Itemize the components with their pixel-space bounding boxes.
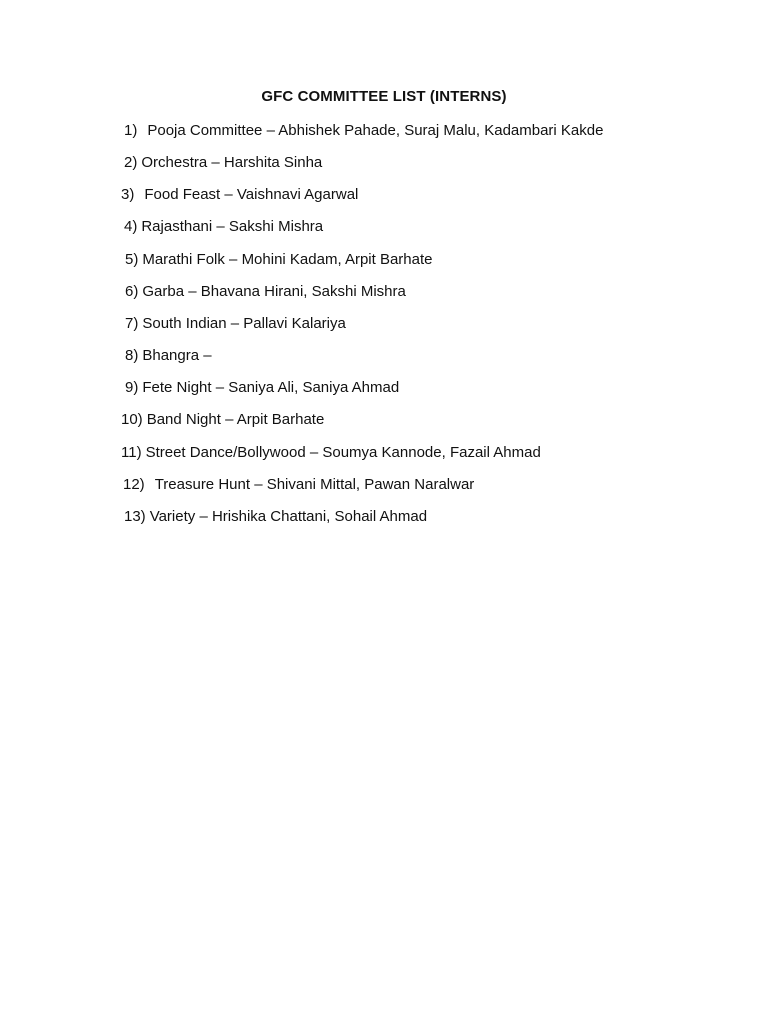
committee-name: Garba — [142, 283, 185, 300]
committee-members: Mohini Kadam, Arpit Barhate — [241, 251, 433, 268]
committee-members: Pallavi Kalariya — [243, 315, 346, 332]
separator-dash: – — [254, 476, 263, 493]
item-number: 7) — [125, 315, 139, 332]
item-number: 4) — [124, 218, 138, 235]
committee-name: Fete Night — [142, 379, 212, 396]
committee-members: Abhishek Pahade, Suraj Malu, Kadambari Kakde — [278, 122, 604, 139]
list-item — [121, 443, 541, 463]
committee-name: Orchestra — [141, 154, 208, 171]
committee-name: Street Dance/Bollywood — [145, 444, 306, 461]
committee-name: Bhangra — [142, 347, 200, 364]
committee-members: Shivani Mittal, Pawan Naralwar — [266, 476, 475, 493]
list-item — [123, 475, 474, 495]
committee-name: Marathi Folk — [142, 251, 225, 268]
committee-members: Arpit Barhate — [236, 411, 325, 428]
item-number: 12) — [123, 476, 145, 493]
page-title: GFC COMMITTEE LIST (INTERNS) — [261, 88, 507, 105]
committee-members: Hrishika Chattani, Sohail Ahmad — [211, 508, 428, 525]
committee-members: Vaishnavi Agarwal — [236, 186, 359, 203]
committee-members: Harshita Sinha — [223, 154, 323, 171]
item-number: 1) — [124, 122, 138, 139]
separator-dash: – — [215, 379, 225, 396]
committee-name: Rajasthani — [141, 218, 213, 235]
committee-members: Soumya Kannode, Fazail Ahmad — [322, 444, 541, 461]
item-number: 11) — [121, 444, 142, 461]
list-item — [124, 153, 322, 173]
list-item — [125, 250, 433, 270]
separator-dash: – — [309, 444, 319, 461]
committee-name: Variety — [149, 508, 196, 525]
separator-dash: – — [203, 347, 212, 364]
list-item — [124, 217, 323, 237]
list-item — [125, 378, 399, 398]
separator-dash: – — [266, 122, 275, 139]
committee-members: Sakshi Mishra — [228, 218, 324, 235]
list-item — [125, 314, 346, 334]
item-number: 10) — [121, 411, 143, 428]
separator-dash: – — [229, 251, 238, 268]
list-item — [125, 282, 406, 302]
item-number: 2) — [124, 154, 138, 171]
separator-dash: – — [224, 186, 233, 203]
item-number: 6) — [125, 283, 139, 300]
separator-dash: – — [199, 508, 208, 525]
committee-name: Band Night — [146, 411, 221, 428]
committee-members: Saniya Ali, Saniya Ahmad — [228, 379, 400, 396]
committee-name: Pooja Committee — [147, 122, 263, 139]
separator-dash: – — [211, 154, 220, 171]
list-item — [124, 121, 603, 141]
list-item — [124, 507, 427, 527]
committee-name: Treasure Hunt — [154, 476, 251, 493]
list-item — [121, 410, 324, 430]
item-number: 3) — [121, 186, 135, 203]
item-number: 9) — [125, 379, 139, 396]
item-number: 13) — [124, 508, 146, 525]
committee-name: Food Feast — [144, 186, 221, 203]
separator-dash: – — [225, 411, 234, 428]
separator-dash: – — [216, 218, 225, 235]
item-number: 5) — [125, 251, 139, 268]
committee-name: South Indian — [142, 315, 227, 332]
separator-dash: – — [230, 315, 240, 332]
committee-members: Bhavana Hirani, Sakshi Mishra — [200, 283, 406, 300]
list-item — [125, 346, 212, 366]
separator-dash: – — [188, 283, 197, 300]
list-item — [121, 185, 358, 205]
item-number: 8) — [125, 347, 139, 364]
